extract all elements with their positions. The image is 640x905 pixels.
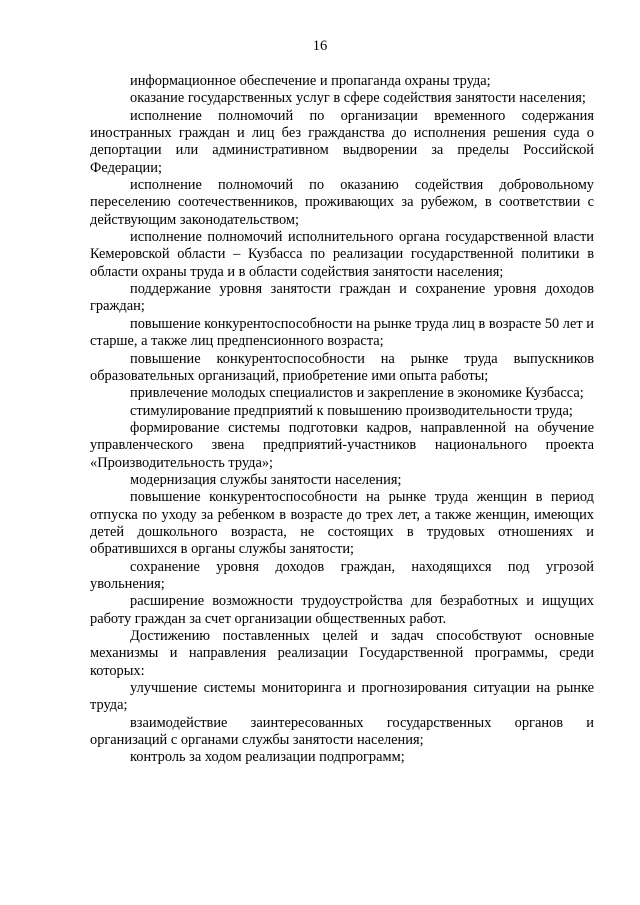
- paragraph: повышение конкурентоспособности на рынке труда выпускников образовательных организаций, приобретение ими опыта работы;: [90, 350, 594, 384]
- paragraph: Достижению поставленных целей и задач способствуют основные механизмы и направления реализации Государственной программы, среди которых:: [90, 628, 594, 679]
- paragraph: оказание государственных услуг в сфере содействия занятости населения;: [130, 90, 586, 107]
- paragraph: улучшение системы мониторинга и прогнозирования ситуации на рынке труда;: [90, 680, 594, 714]
- body-text: [90, 73, 594, 767]
- paragraph: поддержание уровня занятости граждан и сохранение уровня доходов граждан;: [90, 281, 594, 315]
- paragraph: исполнение полномочий по оказанию содействия добровольному переселению соотечественников, проживающих за рубежом, в соответствии с действующим законодательством;: [90, 177, 594, 228]
- paragraph: сохранение уровня доходов граждан, находящихся под угрозой увольнения;: [90, 558, 594, 592]
- paragraph: повышение конкурентоспособности на рынке труда женщин в период отпуска по уходу за ребенком в возрасте до трех лет, а также женщин, имеющих детей дошкольного возраста, не состоящих в трудовых отношениях и обратившихся в органы службы занятости;: [90, 489, 594, 558]
- paragraph: повышение конкурентоспособности на рынке труда лиц в возрасте 50 лет и старше, а также лиц предпенсионного возраста;: [90, 315, 594, 350]
- paragraph: формирование системы подготовки кадров, направленной на обучение управленческого звена предприятий-участников национального проекта «Производительность труда»;: [90, 419, 594, 471]
- paragraph: контроль за ходом реализации подпрограмм;: [130, 749, 405, 766]
- paragraph: модернизация службы занятости населения;: [130, 471, 402, 488]
- paragraph: расширение возможности трудоустройства для безработных и ищущих работу граждан за счет организации общественных работ.: [90, 593, 594, 627]
- page-number: 16: [312, 38, 328, 54]
- paragraph: исполнение полномочий исполнительного органа государственной власти Кемеровской области – Кузбасса по реализации государственной политики в области охраны труда и в области содействия занятости населения;: [90, 229, 594, 280]
- paragraph: привлечение молодых специалистов и закрепление в экономике Кузбасса;: [130, 385, 584, 402]
- paragraph: информационное обеспечение и пропаганда охраны труда;: [130, 73, 491, 89]
- paragraph: взаимодействие заинтересованных государственных органов и организаций с органами службы занятости населения;: [90, 714, 594, 749]
- paragraph: исполнение полномочий по организации временного содержания иностранных граждан и лиц без гражданства до исполнения решения суда о депортации или административном выдворении за пределы Российской Федерации;: [90, 107, 594, 176]
- paragraph: стимулирование предприятий к повышению производительности труда;: [130, 402, 573, 419]
